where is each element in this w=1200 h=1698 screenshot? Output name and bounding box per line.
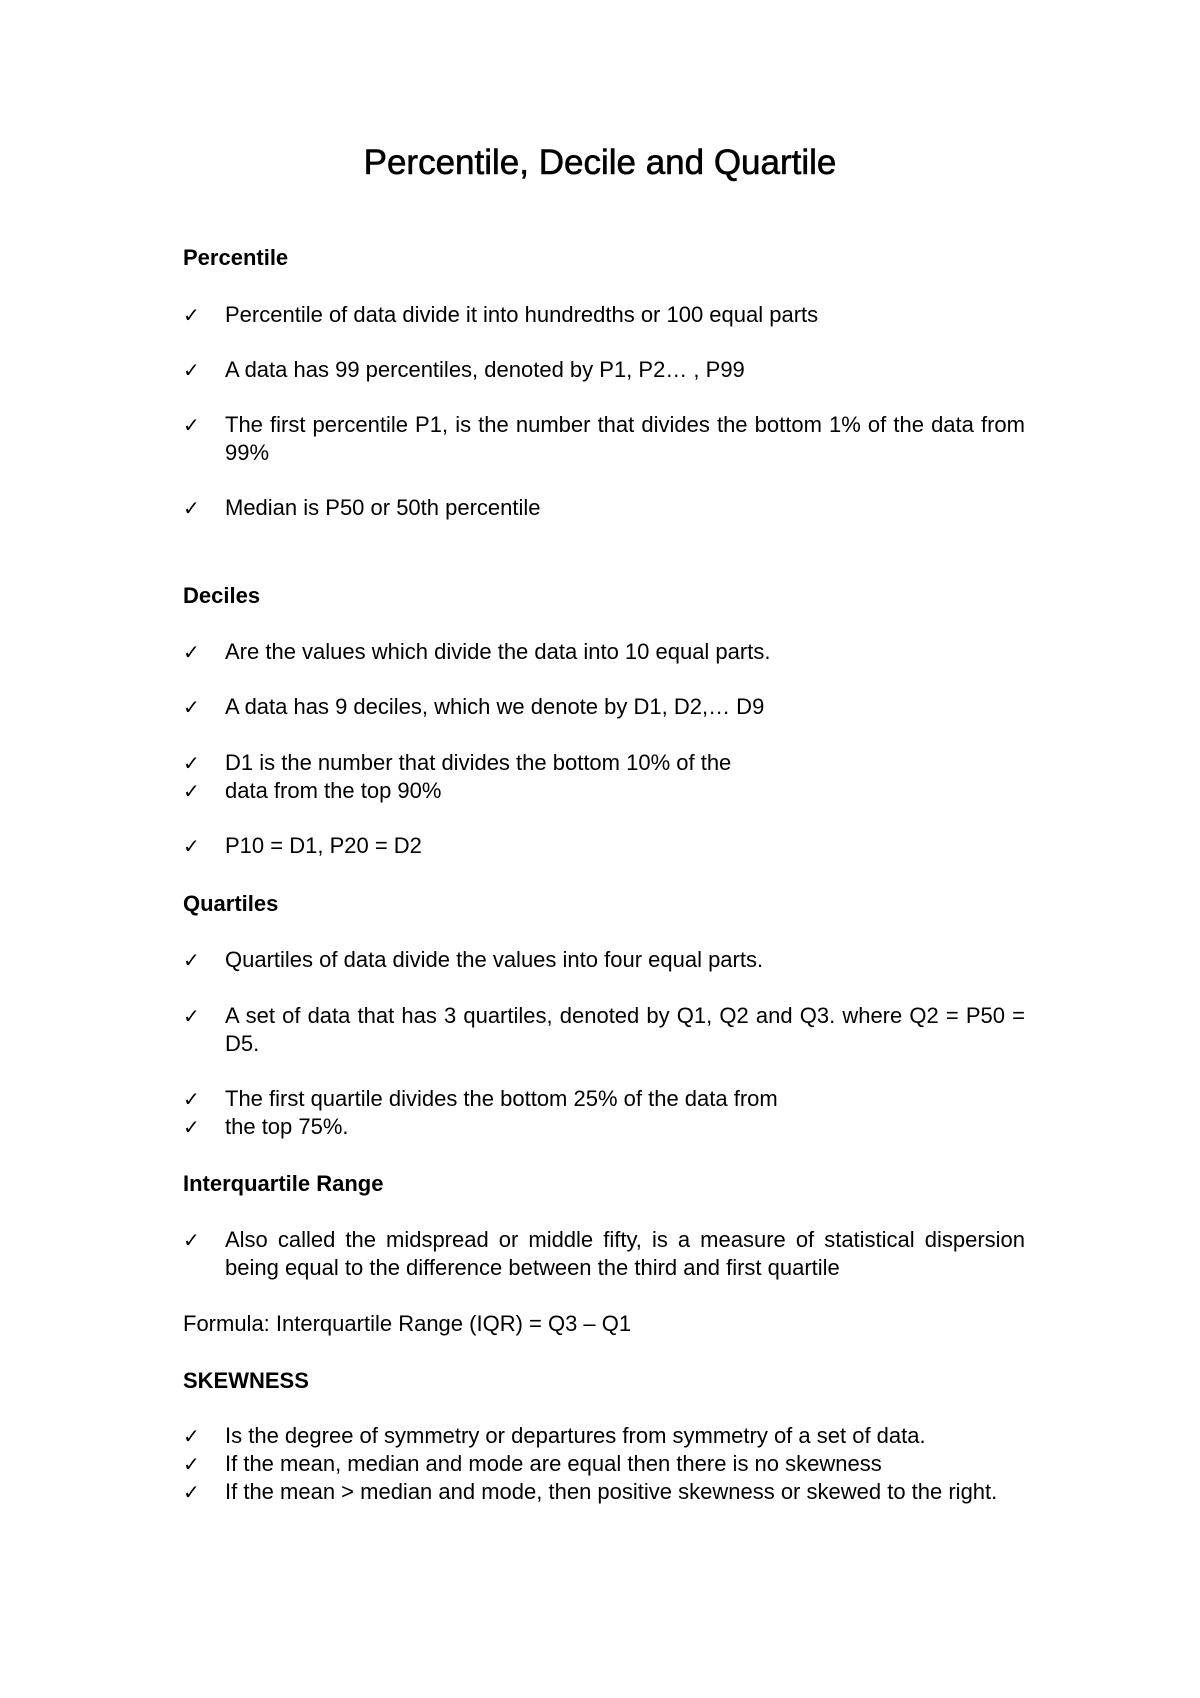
- checkmark-icon: ✓: [183, 1452, 200, 1476]
- iqr-formula: Formula: Interquartile Range (IQR) = Q3 – Q1: [183, 1311, 632, 1336]
- checkmark-icon: ✓: [183, 413, 200, 437]
- list-item-text: P10 = D1, P20 = D2: [225, 833, 422, 858]
- checkmark-icon: ✓: [183, 751, 200, 775]
- list-item-text: If the mean > median and mode, then positive skewness or skewed to the right.: [225, 1479, 998, 1504]
- heading-interquartile-range: Interquartile Range: [183, 1171, 384, 1196]
- list-item-text: A set of data that has 3 quartiles, denoted by Q1, Q2 and Q3. where Q2 = P50 = D5.: [225, 1003, 1025, 1056]
- heading-quartiles: Quartiles: [183, 891, 279, 916]
- list-item: [183, 777, 1025, 805]
- list-item-text: the top 75%.: [225, 1114, 349, 1139]
- list-item: [183, 411, 1025, 467]
- checkmark-icon: ✓: [183, 1087, 200, 1111]
- list-item: [183, 749, 1025, 777]
- heading-percentile: Percentile: [183, 245, 289, 270]
- heading-skewness: SKEWNESS: [183, 1368, 309, 1393]
- checkmark-icon: ✓: [183, 834, 200, 858]
- list-item-text: A data has 99 percentiles, denoted by P1, P2… , P99: [225, 357, 745, 382]
- list-item: [183, 832, 1025, 860]
- list-item-text: Percentile of data divide it into hundredths or 100 equal parts: [225, 302, 819, 327]
- list-item: [183, 1450, 1025, 1478]
- checkmark-icon: ✓: [183, 358, 200, 382]
- list-item-text: The first percentile P1, is the number that divides the bottom 1% of the data from 99%: [225, 412, 1025, 465]
- checkmark-icon: ✓: [183, 1228, 200, 1252]
- checkmark-icon: ✓: [183, 948, 200, 972]
- list-item: [183, 1478, 1025, 1506]
- checkmark-icon: ✓: [183, 1480, 200, 1504]
- heading-deciles: Deciles: [183, 583, 261, 608]
- checkmark-icon: ✓: [183, 496, 200, 520]
- list-item: [183, 638, 1025, 666]
- list-item-text: A data has 9 deciles, which we denote by D1, D2,… D9: [225, 694, 765, 719]
- list-item-text: The first quartile divides the bottom 25% of the data from: [225, 1086, 778, 1111]
- checkmark-icon: ✓: [183, 779, 200, 803]
- list-item: [183, 1113, 1025, 1141]
- list-item: [183, 693, 1025, 721]
- list-item-text: If the mean, median and mode are equal then there is no skewness: [225, 1451, 882, 1476]
- document-title: Percentile, Decile and Quartile: [363, 143, 837, 182]
- list-item-text: Is the degree of symmetry or departures from symmetry of a set of data.: [225, 1423, 926, 1448]
- list-item: [183, 494, 1025, 522]
- list-item: [183, 1226, 1025, 1282]
- checkmark-icon: ✓: [183, 1004, 200, 1028]
- list-item: [183, 1422, 1025, 1450]
- list-item: [183, 301, 1025, 329]
- list-item-text: D1 is the number that divides the bottom 10% of the: [225, 750, 732, 775]
- list-item: [183, 946, 1025, 974]
- checkmark-icon: ✓: [183, 695, 200, 719]
- list-item: [183, 1085, 1025, 1113]
- list-item-text: Are the values which divide the data into 10 equal parts.: [225, 639, 771, 664]
- list-item-text: Median is P50 or 50th percentile: [225, 495, 541, 520]
- checkmark-icon: ✓: [183, 303, 200, 327]
- checkmark-icon: ✓: [183, 1424, 200, 1448]
- checkmark-icon: ✓: [183, 1115, 200, 1139]
- list-item-text: Also called the midspread or middle fifty, is a measure of statistical dispersion being equal to the difference between the third and first quartile: [225, 1227, 1025, 1280]
- list-item-text: data from the top 90%: [225, 778, 442, 803]
- list-item-text: Quartiles of data divide the values into four equal parts.: [225, 947, 764, 972]
- list-item: [183, 356, 1025, 384]
- checkmark-icon: ✓: [183, 640, 200, 664]
- list-item: [183, 1002, 1025, 1058]
